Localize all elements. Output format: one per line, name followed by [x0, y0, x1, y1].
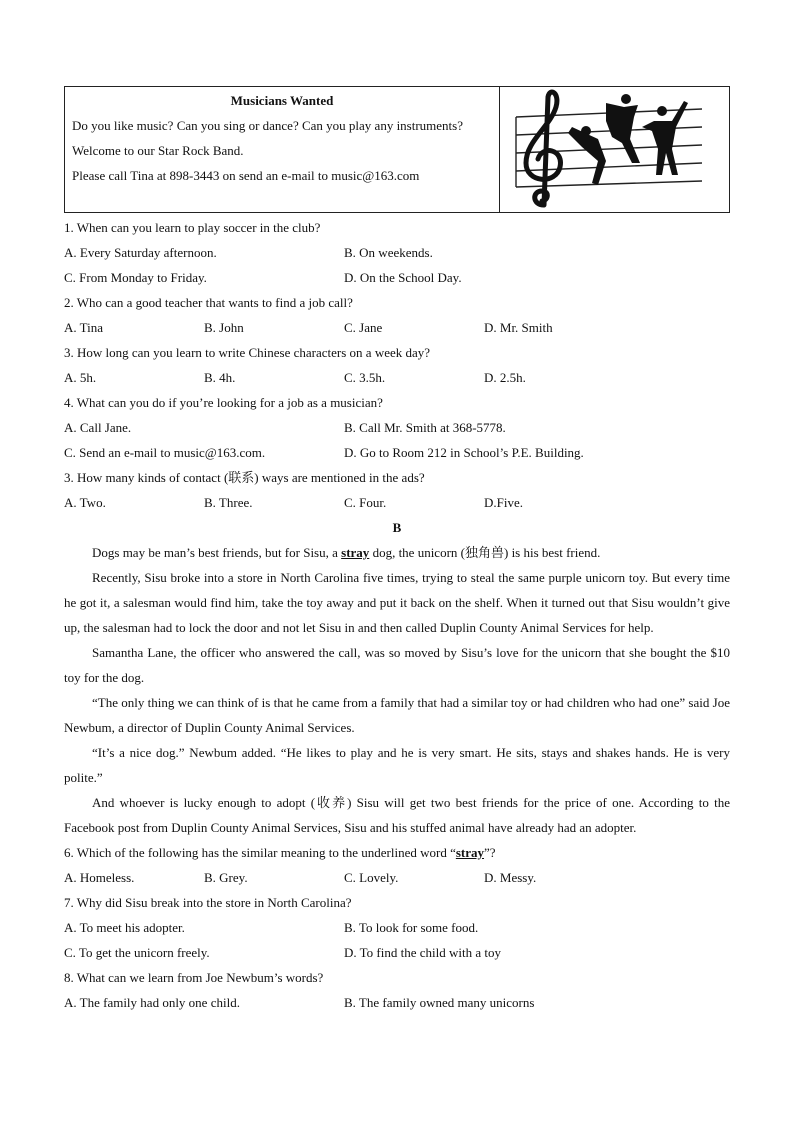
q2-option-b[interactable]: B. John	[204, 320, 244, 335]
question-3-options	[64, 365, 730, 390]
question-8: 8. What can we learn from Joe Newbum’s words?	[64, 970, 324, 985]
q6-text-after: ”?	[484, 845, 496, 860]
music-staff-icon	[502, 87, 729, 212]
q6-option-b[interactable]: B. Grey.	[204, 870, 248, 885]
q1-option-d[interactable]: D. On the School Day.	[344, 270, 462, 285]
question-8-options-row1	[64, 990, 730, 1015]
passage-paragraph-6: And whoever is lucky enough to adopt (收养) Sisu will get two best friends for the price of one. According to the Facebook post from Duplin County Animal Services, Sisu and his stuffed animal have already had an adopter.	[64, 795, 730, 835]
underlined-word-stray: stray	[341, 545, 370, 560]
q2-option-c[interactable]: C. Jane	[344, 320, 383, 335]
question-7: 7. Why did Sisu break into the store in North Carolina?	[64, 895, 352, 910]
q7-option-d[interactable]: D. To find the child with a toy	[344, 945, 501, 960]
q7-option-a[interactable]: A. To meet his adopter.	[64, 920, 185, 935]
ad-line-2: Welcome to our Star Rock Band.	[72, 143, 244, 158]
worksheet-page	[64, 86, 730, 1015]
q8-option-b[interactable]: B. The family owned many unicorns	[344, 995, 535, 1010]
q8-option-a[interactable]: A. The family had only one child.	[64, 995, 240, 1010]
q5-option-d[interactable]: D.Five.	[484, 495, 523, 510]
ad-line-3: Please call Tina at 898-3443 on send an e-mail to music@163.com	[72, 168, 420, 183]
question-6	[64, 840, 730, 865]
questions-part-b	[64, 840, 730, 1015]
question-7-options-row1	[64, 915, 730, 940]
q4-option-d[interactable]: D. Go to Room 212 in School’s P.E. Building.	[344, 445, 584, 460]
question-2: 2. Who can a good teacher that wants to find a job call?	[64, 295, 353, 310]
q1-option-a[interactable]: A. Every Saturday afternoon.	[64, 245, 217, 260]
q5-option-a[interactable]: A. Two.	[64, 495, 106, 510]
q1-option-b[interactable]: B. On weekends.	[344, 245, 433, 260]
question-3: 3. How long can you learn to write Chinese characters on a week day?	[64, 345, 431, 360]
ad-line-1: Do you like music? Can you sing or dance? Can you play any instruments?	[72, 118, 464, 133]
passage-paragraph-3: Samantha Lane, the officer who answered the call, was so moved by Sisu’s love for the unicorn that she bought the $10 toy for the dog.	[64, 645, 730, 685]
question-7-options-row2	[64, 940, 730, 965]
question-5-options	[64, 490, 730, 515]
q2-option-d[interactable]: D. Mr. Smith	[484, 320, 553, 335]
q6-option-a[interactable]: A. Homeless.	[64, 870, 135, 885]
q7-option-b[interactable]: B. To look for some food.	[344, 920, 479, 935]
p1-text-before: Dogs may be man’s best friends, but for Sisu, a	[92, 545, 342, 560]
passage-paragraph-1	[64, 540, 730, 565]
q3-option-d[interactable]: D. 2.5h.	[484, 370, 526, 385]
q4-option-c[interactable]: C. Send an e-mail to music@163.com.	[64, 445, 266, 460]
passage-paragraph-4: “The only thing we can think of is that he came from a family that had a similar toy or had children who had one” said Joe Newbum, a director of Duplin County Animal Services.	[64, 695, 730, 735]
passage-paragraph-5: “It’s a nice dog.” Newbum added. “He likes to play and he is very smart. He sits, stays and shakes hands. He is very polite.”	[64, 745, 730, 785]
q5-option-b[interactable]: B. Three.	[204, 495, 253, 510]
question-4-options-row2	[64, 440, 730, 465]
q2-option-a[interactable]: A. Tina	[64, 320, 104, 335]
q6-text-before: 6. Which of the following has the similar meaning to the underlined word “	[64, 845, 456, 860]
ad-title: Musicians Wanted	[230, 93, 334, 108]
q3-option-c[interactable]: C. 3.5h.	[344, 370, 386, 385]
question-4-options-row1	[64, 415, 730, 440]
question-2-options	[64, 315, 730, 340]
question-5: 3. How many kinds of contact (联系) ways are mentioned in the ads?	[64, 470, 425, 485]
question-1: 1. When can you learn to play soccer in the club?	[64, 220, 321, 235]
q6-option-c[interactable]: C. Lovely.	[344, 870, 399, 885]
q3-option-b[interactable]: B. 4h.	[204, 370, 236, 385]
question-6-options	[64, 865, 730, 890]
question-1-options-row1	[64, 240, 730, 265]
q4-option-a[interactable]: A. Call Jane.	[64, 420, 132, 435]
p1-text-after: dog, the unicorn (独角兽) is his best friend.	[369, 545, 601, 560]
section-b-heading: B	[392, 520, 402, 535]
question-1-options-row2	[64, 265, 730, 290]
q4-option-b[interactable]: B. Call Mr. Smith at 368-5778.	[344, 420, 506, 435]
ad-box	[64, 86, 730, 213]
question-4: 4. What can you do if you’re looking for a job as a musician?	[64, 395, 383, 410]
q7-option-c[interactable]: C. To get the unicorn freely.	[64, 945, 210, 960]
questions-part-a	[64, 215, 730, 515]
q1-option-c[interactable]: C. From Monday to Friday.	[64, 270, 207, 285]
q5-option-c[interactable]: C. Four.	[344, 495, 387, 510]
ad-text-cell	[65, 87, 500, 212]
passage-paragraph-2: Recently, Sisu broke into a store in North Carolina five times, trying to steal the same purple unicorn toy. But every time he got it, a salesman would find him, take the toy away and put it back on the shelf. When it turned out that Sisu wouldn’t give up, the salesman had to lock the door and not let Sisu in and then called Duplin County Animal Services for help.	[64, 570, 730, 635]
q6-option-d[interactable]: D. Messy.	[484, 870, 537, 885]
q3-option-a[interactable]: A. 5h.	[64, 370, 97, 385]
q6-underlined-word: stray	[455, 845, 485, 860]
